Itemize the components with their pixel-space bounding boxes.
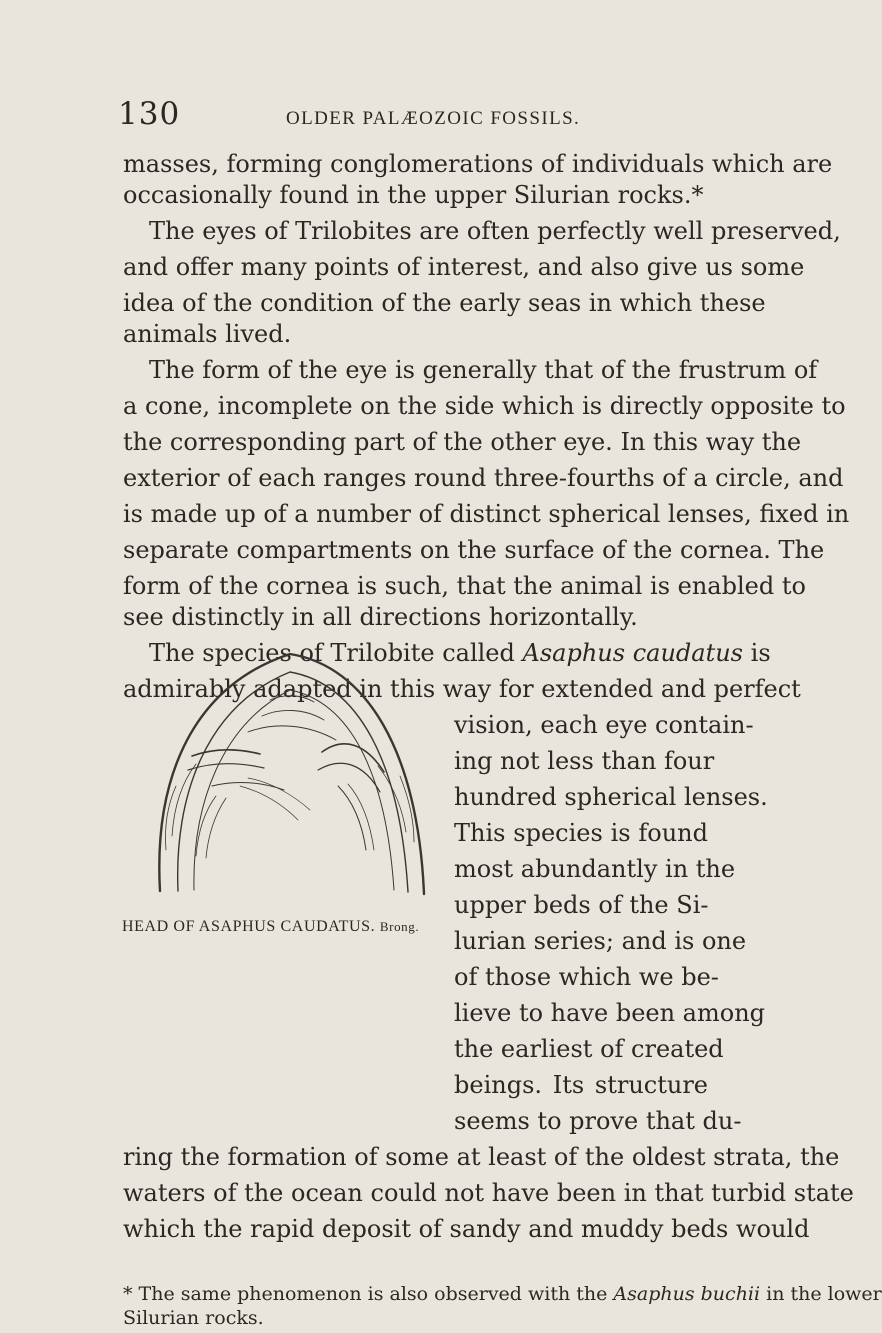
- footnote-line: [123, 1283, 882, 1306]
- text-line: form of the cornea is such, that the animal is enabled to: [123, 572, 806, 600]
- text-line: see distinctly in all directions horizontally.: [123, 603, 638, 631]
- species-intro: The species of Trilobite called: [149, 639, 515, 667]
- page-number: 130: [118, 96, 181, 132]
- caption-credit: Brong.: [379, 919, 420, 934]
- text-line: animals lived.: [123, 320, 292, 348]
- text-line: idea of the condition of the early seas in which these: [123, 289, 766, 317]
- page-header: [118, 96, 768, 146]
- text-line: the earliest of created: [454, 1035, 724, 1063]
- text-line: and offer many points of interest, and also give us some: [123, 253, 805, 281]
- text-line: of those which we be-: [454, 963, 719, 991]
- species-verb: is: [750, 639, 771, 667]
- text-line: is made up of a number of distinct spherical lenses, fixed in: [123, 500, 850, 528]
- text-line: The eyes of Trilobites are often perfectly well preserved,: [149, 217, 841, 245]
- text-line: hundred spherical lenses.: [454, 783, 768, 811]
- trilobite-head-illustration: [152, 636, 432, 898]
- text-line: The form of the eye is generally that of the frustrum of: [149, 356, 818, 384]
- text-line: exterior of each ranges round three-fourths of a circle, and: [123, 464, 844, 492]
- text-line: separate compartments on the surface of the cornea. The: [123, 536, 825, 564]
- footnote-line: Silurian rocks.: [123, 1307, 264, 1329]
- caption-title: HEAD OF ASAPHUS CAUDATUS.: [122, 918, 376, 935]
- text-line: occasionally found in the upper Silurian rocks.*: [123, 181, 704, 209]
- text-line: lurian series; and is one: [454, 927, 747, 955]
- footnote-species: Asaphus buchii: [613, 1283, 761, 1305]
- text-line: upper beds of the Si-: [454, 891, 709, 919]
- figure-caption: [122, 918, 419, 936]
- text-line: masses, forming conglomerations of individuals which are: [123, 150, 833, 178]
- text-line: most abundantly in the: [454, 855, 736, 883]
- text-line: beings. Its structure: [454, 1071, 708, 1099]
- text-line: admirably adapted in this way for extended and perfect: [123, 675, 801, 703]
- text-line: ring the formation of some at least of the oldest strata, the: [123, 1143, 840, 1171]
- text-line: lieve to have been among: [454, 999, 766, 1027]
- text-line: ing not less than four: [454, 747, 715, 775]
- text-line: seems to prove that du-: [454, 1107, 742, 1135]
- text-line: the corresponding part of the other eye. In this way the: [123, 428, 802, 456]
- species-name: Asaphus caudatus: [522, 639, 743, 667]
- running-head: OLDER PALÆOZOIC FOSSILS.: [286, 108, 581, 129]
- text-line: a cone, incomplete on the side which is directly opposite to: [123, 392, 846, 420]
- text-line: which the rapid deposit of sandy and muddy beds would: [123, 1215, 810, 1243]
- text-line: vision, each eye contain-: [454, 711, 754, 739]
- footnote-text: * The same phenomenon is also observed with the: [123, 1283, 608, 1305]
- text-line: waters of the ocean could not have been in that turbid state: [123, 1179, 854, 1207]
- footnote-text-end: in the lower: [766, 1283, 882, 1305]
- text-line: This species is found: [454, 819, 708, 847]
